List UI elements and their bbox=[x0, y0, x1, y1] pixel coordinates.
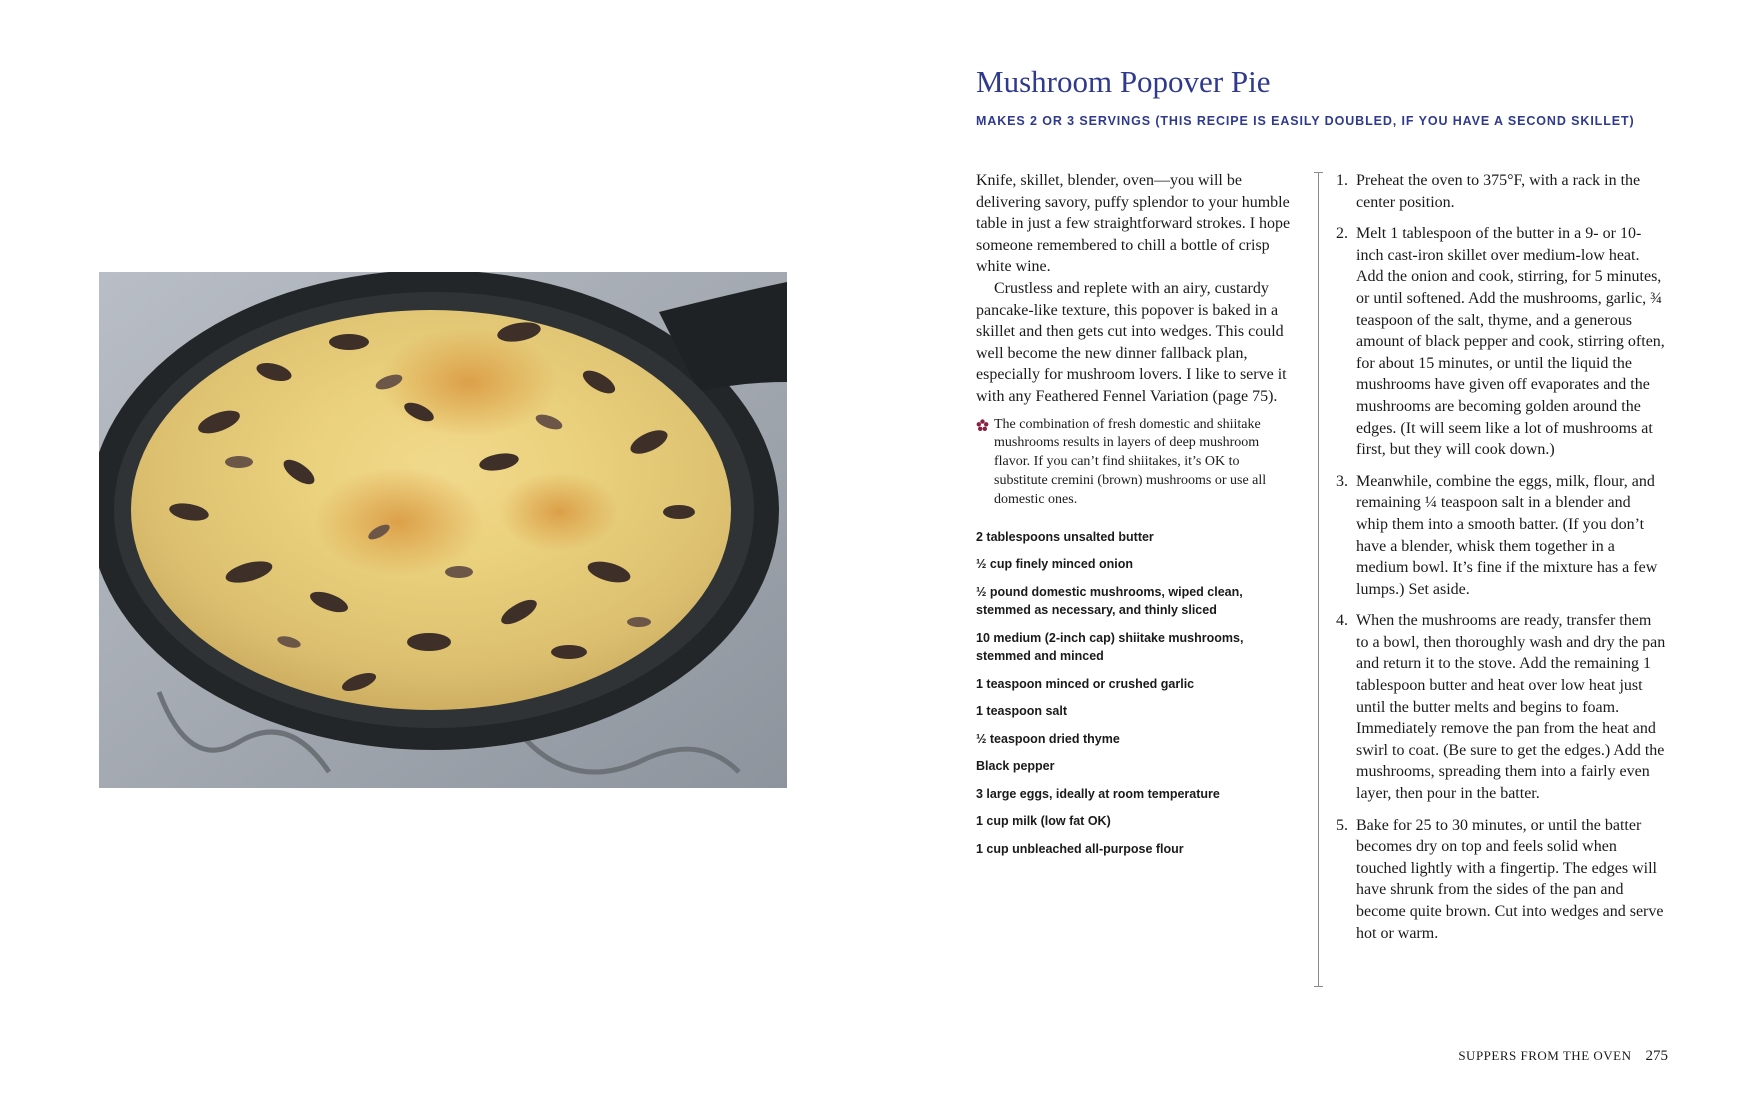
ingredient-item: ½ teaspoon dried thyme bbox=[976, 731, 1120, 746]
recipe-title: Mushroom Popover Pie bbox=[976, 64, 1271, 99]
ingredient-item: 1 teaspoon minced or crushed garlic bbox=[976, 676, 1195, 691]
ingredient-item: 2 tablespoons unsalted butter bbox=[976, 529, 1154, 544]
step-item bbox=[1336, 223, 1666, 461]
step-number: 3. bbox=[1336, 472, 1348, 490]
recipe-tip bbox=[976, 416, 1296, 510]
tip-text: The combination of fresh domestic and shiitake mushrooms results in layers of deep mushroom flavor. If you can’t find shiitakes, it’s OK to substitute cremini (brown) mushrooms or use all domestic ones. bbox=[994, 416, 1267, 507]
intro-paragraph: Knife, skillet, blender, oven—you will be delivering savory, puffy splendor to your humble table in just a few straightforward strokes. I hope someone remembered to chill a bottle of crisp white wine. bbox=[976, 172, 1291, 276]
step-text: Preheat the oven to 375°F, with a rack in the center position. bbox=[1356, 172, 1641, 211]
popover-pie-illustration bbox=[99, 272, 787, 788]
step-item bbox=[1336, 471, 1666, 601]
section-title: SUPPERS FROM THE OVEN bbox=[1458, 1048, 1632, 1063]
step-item bbox=[1336, 815, 1666, 945]
step-item bbox=[1336, 610, 1666, 804]
step-text: Bake for 25 to 30 minutes, or until the batter becomes dry on top and feels solid when touched lightly with a fingertip. The edges will have shrunk from the sides of the pan and become quite brown. Cut into wedges and serve hot or warm. bbox=[1356, 816, 1664, 942]
left-column bbox=[976, 170, 1296, 867]
recipe-photo bbox=[99, 272, 787, 788]
recipe-yield: MAKES 2 OR 3 SERVINGS (THIS RECIPE IS EASILY DOUBLED, IF YOU HAVE A SECOND SKILLET) bbox=[976, 114, 1635, 128]
step-number: 1. bbox=[1336, 172, 1348, 189]
ingredient-item: 3 large eggs, ideally at room temperature bbox=[976, 786, 1220, 801]
ingredient-item: Black pepper bbox=[976, 759, 1055, 774]
step-item bbox=[1336, 170, 1666, 213]
step-text: Melt 1 tablespoon of the butter in a 9- or 10-inch cast-iron skillet over medium-low heat. Add the onion and cook, stirring, for 5 minutes, or until softened. Add the mushrooms, garlic, ¾ teaspoon of the salt, thyme, and a generous amount of black pepper and cook, stirring often, for about 15 minutes, or until the liquid the mushrooms have given off evaporates and the mushrooms are becoming golden around the edges. (It will seem like a lot of mushrooms at first, but they will cook down.) bbox=[1356, 225, 1665, 459]
step-text: When the mushrooms are ready, transfer them to a bowl, then thoroughly wash and dry the pan and return it to the stove. Add the remaining 1 tablespoon butter and heat over low heat just until the butter melts and begins to foam. Immediately remove the pan from the heat and swirl to coat. (Be sure to get the edges.) Add the mushrooms, spreading them into a fairly even layer, then pour in the batter. bbox=[1356, 612, 1666, 803]
column-divider bbox=[1318, 172, 1319, 987]
ingredient-item: ½ cup finely minced onion bbox=[976, 557, 1133, 572]
ingredient-item: 1 cup unbleached all-purpose flour bbox=[976, 841, 1184, 856]
step-number: 2. bbox=[1336, 225, 1348, 243]
ingredient-item: 1 teaspoon salt bbox=[976, 704, 1067, 719]
page-number: 275 bbox=[1645, 1048, 1668, 1064]
recipe-intro bbox=[976, 170, 1296, 408]
ingredient-item: 1 cup milk (low fat OK) bbox=[976, 814, 1111, 829]
right-column bbox=[1336, 170, 1666, 954]
step-text: Meanwhile, combine the eggs, milk, flour, and remaining ¼ teaspoon salt in a blender and whip them into a smooth batter. (If you don’t have a blender, whisk them together in a medium bowl. It’s fine if the mixture has a few lumps.) Set aside. bbox=[1356, 472, 1658, 598]
step-number: 4. bbox=[1336, 612, 1348, 630]
page-footer bbox=[1458, 1048, 1668, 1065]
ingredient-list bbox=[976, 528, 1296, 859]
ingredient-item: ½ pound domestic mushrooms, wiped clean, stemmed as necessary, and thinly sliced bbox=[976, 584, 1243, 618]
step-number: 5. bbox=[1336, 816, 1348, 834]
intro-paragraph: Crustless and replete with an airy, custardy pancake-like texture, this popover is baked in a skillet and then gets cut into wedges. This could well become the new dinner fallback plan, especially for mushroom lovers. I like to serve it with any Feathered Fennel Variation (page 75). bbox=[976, 279, 1287, 405]
ingredient-item: 10 medium (2-inch cap) shiitake mushrooms, stemmed and minced bbox=[976, 630, 1244, 664]
method-steps bbox=[1336, 170, 1666, 944]
flower-icon bbox=[976, 419, 989, 432]
